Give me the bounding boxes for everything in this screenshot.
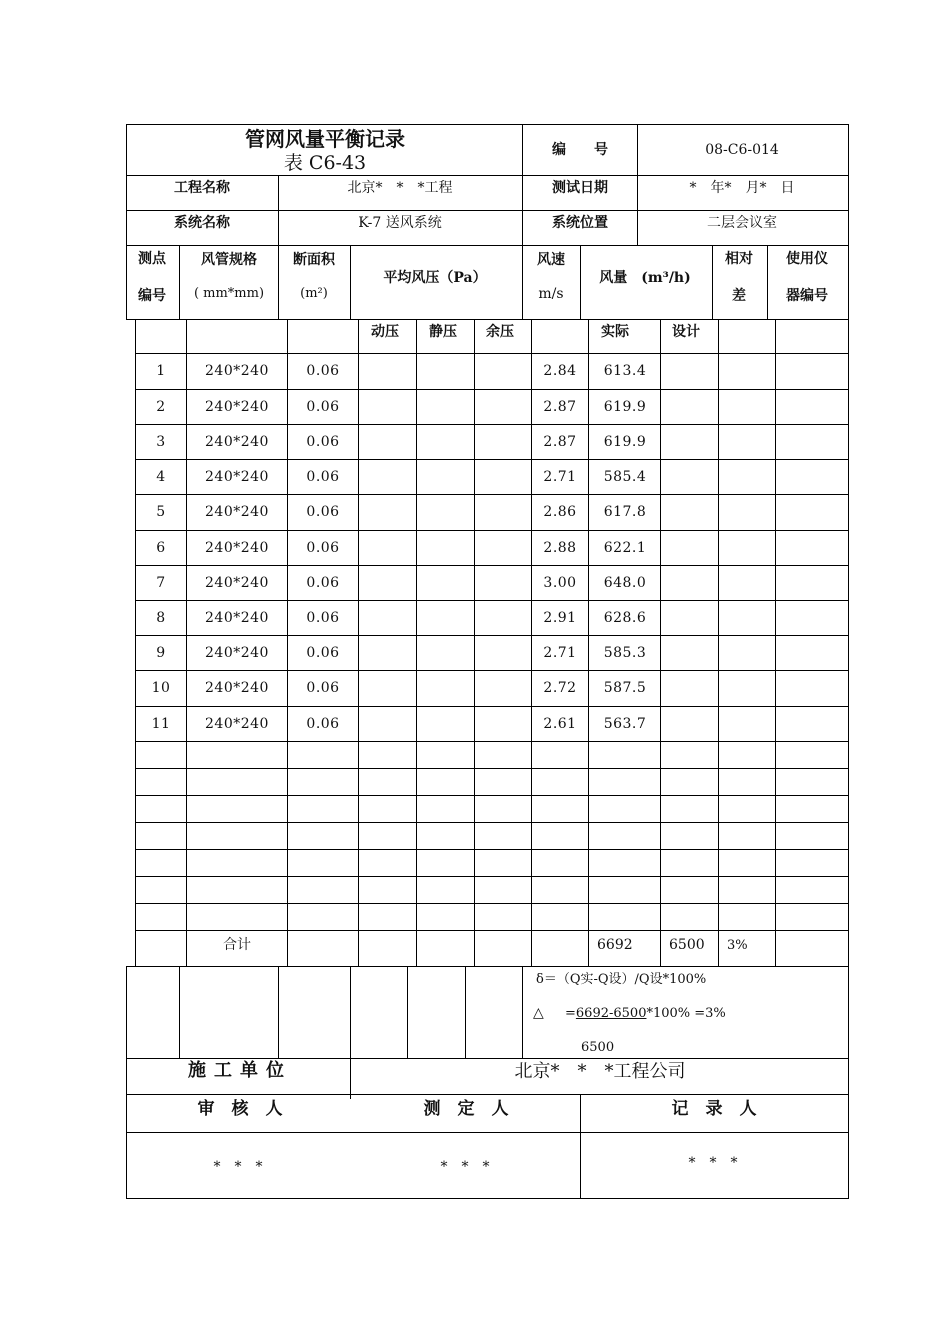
total-design: 6500 [669, 937, 705, 953]
col-velocity-l1: 风速 [537, 252, 565, 268]
contractor-label: 施工单位 [188, 1060, 292, 1081]
cell-actual: 613.4 [603, 363, 647, 379]
cell-velocity: 2.61 [543, 716, 577, 732]
col-actual: 实际 [601, 324, 629, 340]
project-name-label: 工程名称 [174, 180, 230, 196]
cell-no: 4 [156, 469, 166, 485]
col-avg-pressure: 平均风压（Pa） [383, 270, 487, 286]
form-title: 管网风量平衡记录 [245, 127, 405, 151]
cell-actual: 648.0 [603, 575, 647, 591]
cell-area: 0.06 [306, 716, 340, 732]
total-rel-diff: 3% [727, 938, 748, 953]
cell-actual: 587.5 [603, 680, 647, 696]
cell-actual: 619.9 [603, 399, 647, 415]
cell-area: 0.06 [306, 469, 340, 485]
cell-spec: 240*240 [205, 645, 269, 661]
cell-area: 0.06 [306, 680, 340, 696]
col-point-no-l2: 编号 [138, 288, 166, 304]
cell-spec: 240*240 [205, 540, 269, 556]
cell-velocity: 2.71 [543, 645, 577, 661]
cell-no: 1 [156, 363, 166, 379]
cell-no: 3 [156, 434, 166, 450]
total-label: 合计 [223, 937, 251, 953]
number-label: 编 号 [552, 142, 608, 158]
recorder-value: * * * [688, 1155, 738, 1171]
system-name-label: 系统名称 [174, 215, 230, 231]
cell-velocity: 2.91 [543, 610, 577, 626]
formula-line2 [565, 1006, 726, 1022]
cell-spec: 240*240 [205, 575, 269, 591]
cell-velocity: 2.84 [543, 363, 577, 379]
col-residual: 余压 [486, 324, 514, 340]
cell-actual: 585.3 [603, 645, 647, 661]
project-name-value: 北京* * *工程 [347, 180, 453, 196]
col-rel-diff-l1: 相对 [725, 251, 753, 267]
test-date-value: * 年* 月* 日 [689, 180, 795, 196]
formula-numerator: 6692-6500 [575, 1006, 647, 1021]
col-velocity-l2: m/s [538, 286, 564, 302]
cell-spec: 240*240 [205, 680, 269, 696]
cell-area: 0.06 [306, 610, 340, 626]
cell-spec: 240*240 [205, 363, 269, 379]
tester-value: * * * [440, 1159, 490, 1175]
formula-line2-prefix: = [565, 1006, 576, 1021]
reviewer-label: 审 核 人 [197, 1099, 283, 1119]
cell-no: 7 [156, 575, 166, 591]
cell-actual: 622.1 [603, 540, 647, 556]
cell-no: 9 [156, 645, 166, 661]
form-code: 表 C6-43 [283, 152, 367, 174]
col-instrument-l1: 使用仪 [786, 251, 828, 267]
col-point-no-l1: 测点 [138, 251, 166, 267]
cell-spec: 240*240 [205, 610, 269, 626]
cell-no: 2 [156, 399, 166, 415]
cell-spec: 240*240 [205, 504, 269, 520]
cell-velocity: 2.71 [543, 469, 577, 485]
cell-spec: 240*240 [205, 399, 269, 415]
col-duct-spec-l2: ( mm*mm) [193, 286, 265, 301]
cell-velocity: 2.86 [543, 504, 577, 520]
tester-label: 测 定 人 [423, 1099, 509, 1119]
cell-area: 0.06 [306, 575, 340, 591]
cell-velocity: 2.88 [543, 540, 577, 556]
formula-line2-suffix: *100% =3% [646, 1006, 726, 1021]
col-rel-diff-l2: 差 [732, 288, 746, 304]
cell-no: 5 [156, 504, 166, 520]
col-static: 静压 [429, 324, 457, 340]
cell-spec: 240*240 [205, 716, 269, 732]
cell-actual: 563.7 [603, 716, 647, 732]
cell-no: 10 [151, 680, 171, 696]
cell-area: 0.06 [306, 504, 340, 520]
cell-area: 0.06 [306, 434, 340, 450]
cell-area: 0.06 [306, 540, 340, 556]
test-date-label: 测试日期 [552, 180, 608, 196]
formula-line3: 6500 [581, 1040, 615, 1055]
col-airflow: 风量 (m³/h) [599, 270, 691, 286]
contractor-value: 北京* * *工程公司 [514, 1061, 686, 1082]
cell-actual: 619.9 [603, 434, 647, 450]
col-area-l1: 断面积 [293, 252, 335, 268]
total-actual: 6692 [597, 937, 633, 953]
cell-no: 6 [156, 540, 166, 556]
cell-velocity: 2.87 [543, 434, 577, 450]
cell-actual: 585.4 [603, 469, 647, 485]
reviewer-value: * * * [213, 1159, 263, 1175]
cell-velocity: 2.72 [543, 680, 577, 696]
cell-no: 11 [151, 716, 171, 732]
cell-actual: 617.8 [603, 504, 647, 520]
cell-velocity: 2.87 [543, 399, 577, 415]
formula-line1: δ＝（Q实-Q设）/Q设*100% [536, 972, 707, 987]
cell-area: 0.06 [306, 645, 340, 661]
col-dynamic: 动压 [371, 324, 399, 340]
col-instrument-l2: 器编号 [786, 288, 828, 304]
cell-area: 0.06 [306, 399, 340, 415]
system-location-label: 系统位置 [552, 215, 608, 231]
number-value: 08-C6-014 [705, 142, 779, 158]
col-design: 设计 [672, 324, 700, 340]
cell-velocity: 3.00 [543, 575, 577, 591]
cell-actual: 628.6 [603, 610, 647, 626]
cell-spec: 240*240 [205, 469, 269, 485]
recorder-label: 记 录 人 [671, 1099, 757, 1119]
cell-no: 8 [156, 610, 166, 626]
system-location-value: 二层会议室 [707, 215, 777, 231]
col-area-l2: (m²) [300, 286, 328, 301]
cell-spec: 240*240 [205, 434, 269, 450]
cell-area: 0.06 [306, 363, 340, 379]
col-duct-spec-l1: 风管规格 [201, 252, 257, 268]
delta-symbol: △ [533, 1005, 544, 1021]
system-name-value: K-7 送风系统 [358, 215, 442, 231]
